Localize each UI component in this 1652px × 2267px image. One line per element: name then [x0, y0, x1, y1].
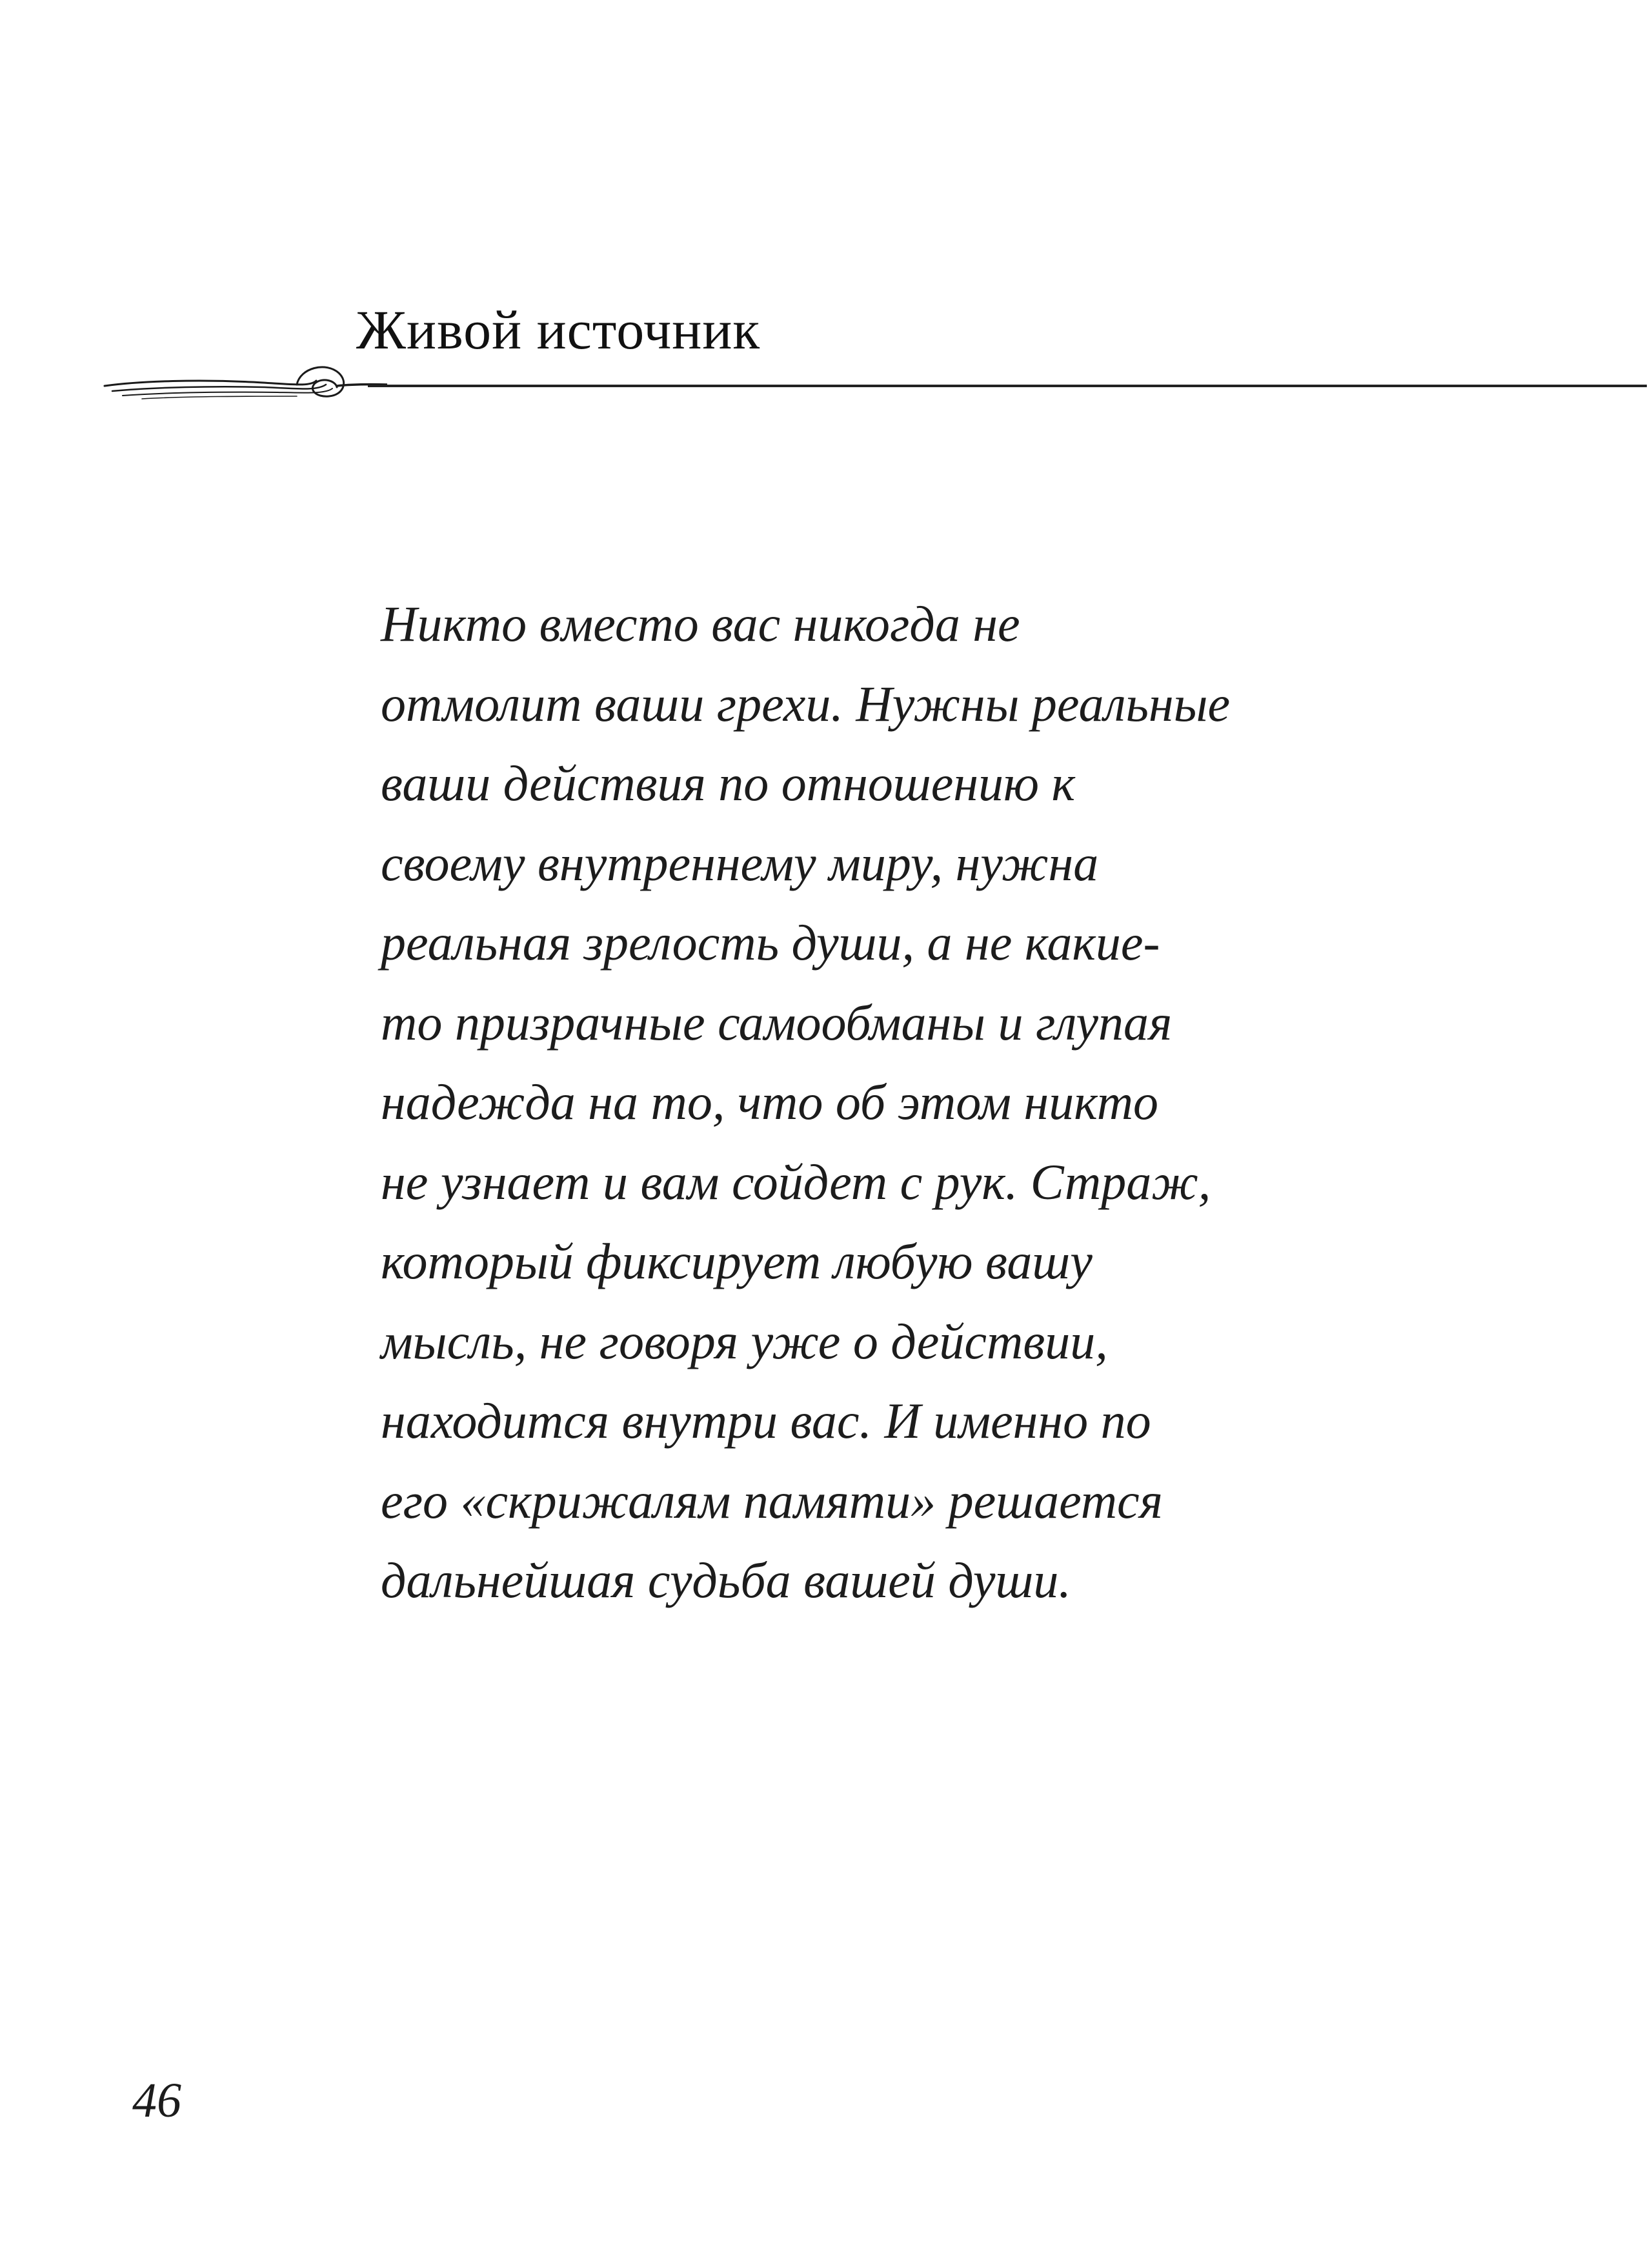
text-line: реальная зрелость души, а не какие-: [381, 914, 1160, 971]
text-line: дальнейшая судьба вашей души.: [381, 1552, 1071, 1608]
text-line: то призрачные самообманы и глупая: [381, 994, 1173, 1051]
chapter-header: [103, 271, 1549, 426]
text-line: надежда на то, что об этом никто: [381, 1074, 1159, 1130]
text-line: находится внутри вас. И именно по: [381, 1393, 1151, 1449]
header-rule: [368, 385, 1647, 387]
flourish-ornament-icon: [103, 355, 387, 407]
body-paragraph: [381, 584, 1349, 1620]
page-number: 46: [132, 2073, 181, 2128]
text-line: Никто вместо вас никогда не: [381, 596, 1020, 652]
chapter-title: Живой источник: [356, 299, 761, 361]
text-line: отмолит ваши грехи. Нужны реальные: [381, 675, 1231, 732]
text-line: его «скрижалям памяти» решается: [381, 1472, 1163, 1529]
text-line: не узнает и вам сойдет с рук. Страж,: [381, 1153, 1211, 1210]
text-line: ваши действия по отношению к: [381, 755, 1076, 811]
text-line: мысль, не говоря уже о действии,: [381, 1313, 1108, 1369]
text-line: который фиксирует любую вашу: [381, 1233, 1093, 1289]
text-line: своему внутреннему миру, нужна: [381, 834, 1099, 891]
